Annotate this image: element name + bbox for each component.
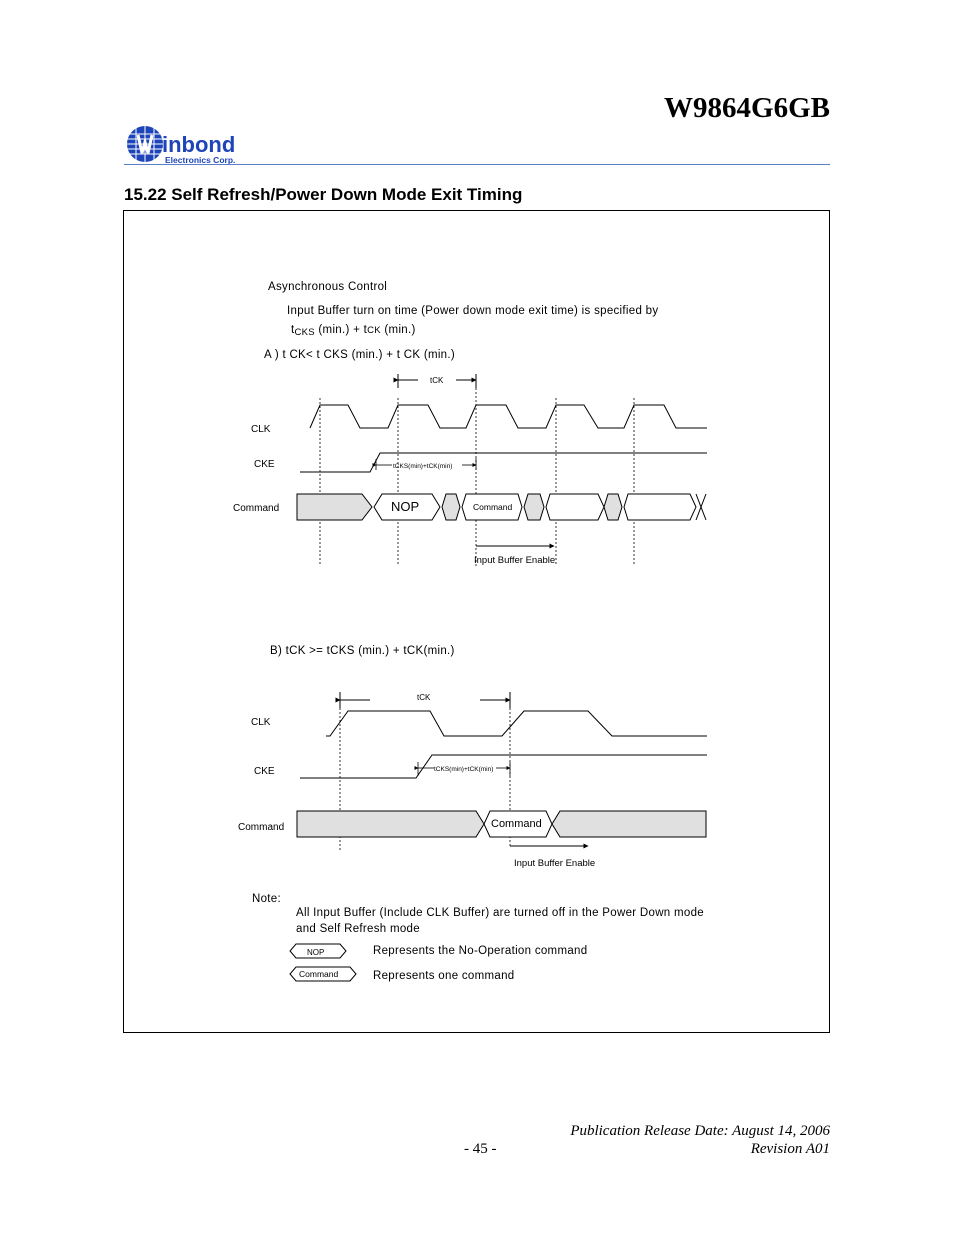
legend-command-text: Command [299,969,339,979]
tck-label-a: tCK [430,376,444,385]
cke-label-b: CKE [254,766,275,777]
note-title: Note: [252,893,281,905]
intro-line-2: tCKS (min.) + tCK (min.) [291,324,416,338]
case-a-label: A ) t CK< t CKS (min.) + t CK (min.) [264,349,455,361]
tck-label-b: tCK [417,693,431,702]
tcks-label-a: tCKS(min)+tCK(min) [393,463,453,470]
clk-label-b: CLK [251,717,271,728]
logo-wordmark: inbond [162,132,236,157]
tcks-label-b: tCKS(min)+tCK(min) [434,766,494,773]
note-line-2: and Self Refresh mode [296,923,420,935]
logo-subtitle: Electronics Corp. [165,155,236,165]
bus-nop-text-a: NOP [391,499,420,514]
cke-waveform-b [300,755,707,778]
command-label-a: Command [233,503,280,514]
case-b-label: B) tCK >= tCKS (min.) + tCK(min.) [270,645,455,657]
note-line-1: All Input Buffer (Include CLK Buffer) are turned off in the Power Down mode [296,907,704,919]
legend-nop-description: Represents the No-Operation command [373,945,588,957]
part-number: W9864G6GB [664,92,830,124]
page-number: - 45 - [464,1141,497,1157]
revision: Revision A01 [750,1141,830,1157]
publication-release-date: Publication Release Date: August 14, 2006 [570,1123,830,1139]
legend-command-description: Represents one command [373,970,515,982]
section-title: 15.22 Self Refresh/Power Down Mode Exit Timing [124,185,523,204]
bus-command-text-a: Command [473,502,513,512]
intro-line-1: Input Buffer turn on time (Power down mode exit time) is specified by [287,305,659,317]
async-control-heading: Asynchronous Control [268,281,388,293]
enable-label-b: Input Buffer Enable [514,858,596,869]
bus-invalid-b2 [552,811,706,837]
legend-nop-text: NOP [307,948,325,957]
cke-label-a: CKE [254,459,275,470]
bus-invalid-b1 [297,811,484,837]
clk-label-a: CLK [251,424,271,435]
bus-command-text-b: Command [491,818,542,830]
enable-label-a: Input Buffer Enable [474,555,556,566]
command-label-b: Command [238,822,285,833]
clk-waveform-b [326,711,707,736]
